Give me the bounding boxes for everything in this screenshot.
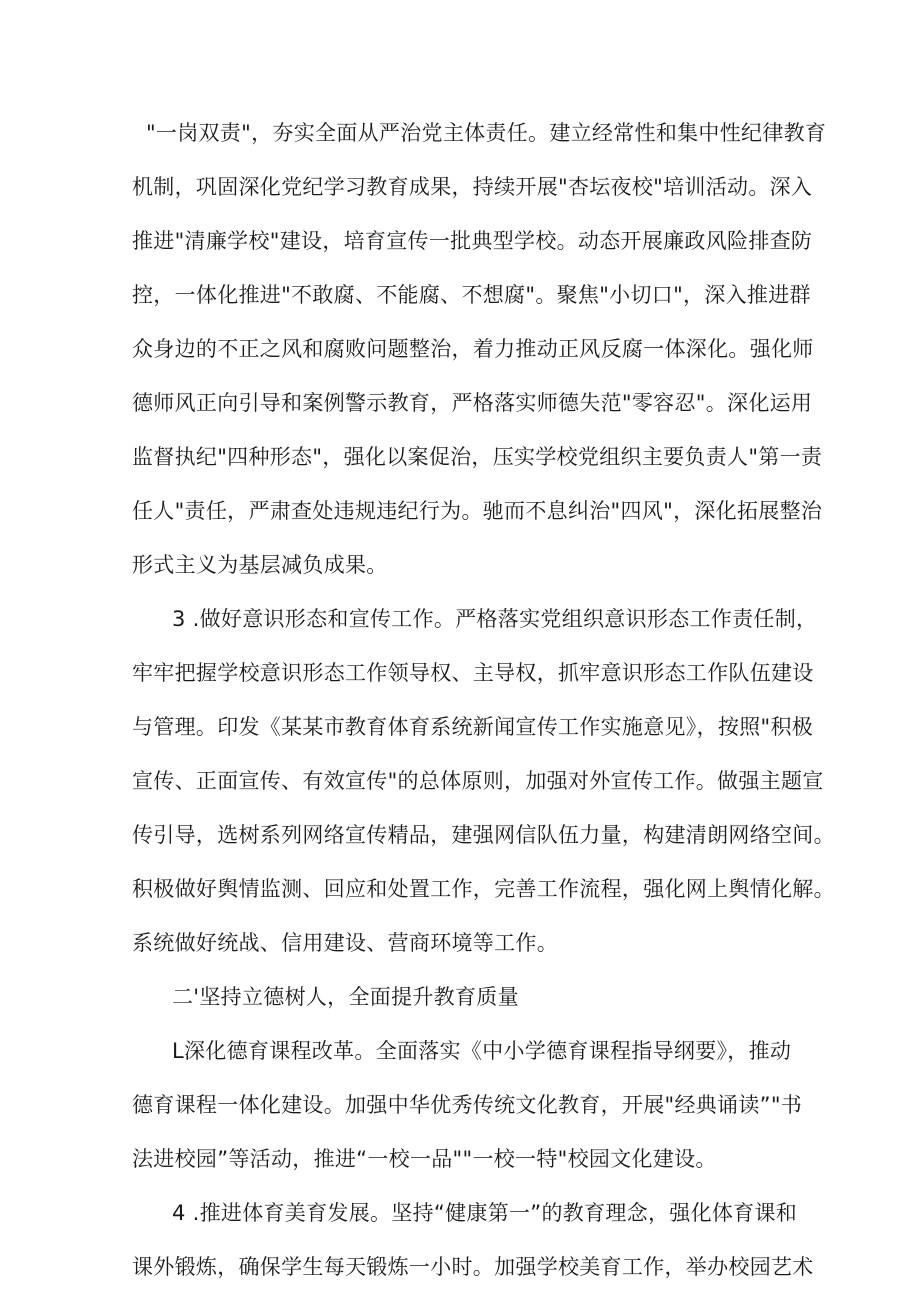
- text-line-11: 牢牢把握学校意识形态工作领导权、主导权，抓牢意识形态工作队伍建设: [132, 661, 814, 685]
- text-line-5: 众身边的不正之风和腐败问题整治，着力推动正风反腐一体深化。强化师: [132, 337, 814, 361]
- text-line-6: 德师风正向引导和案例警示教育，严格落实师德失范"零容忍"。深化运用: [132, 391, 813, 415]
- text-line-4: 控，一体化推进"不敢腐、不能腐、不想腐"。聚焦"小切口"，深入推进群: [132, 283, 811, 307]
- text-line-9: 形式主义为基层减负成果。: [132, 553, 388, 577]
- text-line-3: 推进"清廉学校"建设，培育宣传一批典型学校。动态开展廉政风险排查防: [132, 229, 813, 253]
- text-line-22: 课外锻炼，确保学生每天锻炼一小时。加强学校美育工作，举办校园艺术: [132, 1255, 814, 1279]
- section-3-heading-line: 3 .做好意识形态和宣传工作。严格落实党组织意识形态工作责任制，: [172, 607, 818, 631]
- text-line-13: 宣传、正面宣传、有效宣传"的总体原则，加强对外宣传工作。做强主题宣: [132, 769, 824, 793]
- text-line-2: 机制，巩固深化党纪学习教育成果，持续开展"杏坛夜校"培训活动。深入: [132, 175, 813, 199]
- text-line-7: 监督执纪"四种形态"，强化以案促治，压实学校党组织主要负责人"第一责: [132, 445, 823, 469]
- text-line-8: 任人"责任，严肃查处违规违纪行为。驰而不息纠治"四风"，深化拓展整治: [132, 499, 823, 523]
- subsection-4-heading-line: 4 .推进体育美育发展。坚持“健康第一”的教育理念，强化体育课和: [172, 1201, 798, 1225]
- text-line-12: 与管理。印发《某某市教育体育系统新闻宣传工作实施意见》，按照"积极: [132, 715, 814, 739]
- subsection-1-heading-line: L深化德育课程改革。全面落实《中小学德育课程指导纲要》，推动: [172, 1039, 792, 1063]
- text-line-20: 法进校园”等活动，推进“一校一品""一校一特"校园文化建设。: [132, 1147, 717, 1171]
- text-line-15: 积极做好舆情监测、回应和处置工作，完善工作流程，强化网上舆情化解。: [132, 877, 835, 901]
- section-2-heading: 二'坚持立德树人，全面提升教育质量: [172, 985, 519, 1009]
- text-line-16: 系统做好统战、信用建设、营商环境等工作。: [132, 931, 558, 955]
- text-line-19: 德育课程一体化建设。加强中华优秀传统文化教育，开展"经典诵读”"书: [132, 1093, 803, 1117]
- text-line-14: 传引导，选树系列网络宣传精品，建强网信队伍力量，构建清朗网络空间。: [132, 823, 835, 847]
- text-line-1: "一岗双责"，夯实全面从严治党主体责任。建立经常性和集中性纪律教育: [146, 121, 827, 145]
